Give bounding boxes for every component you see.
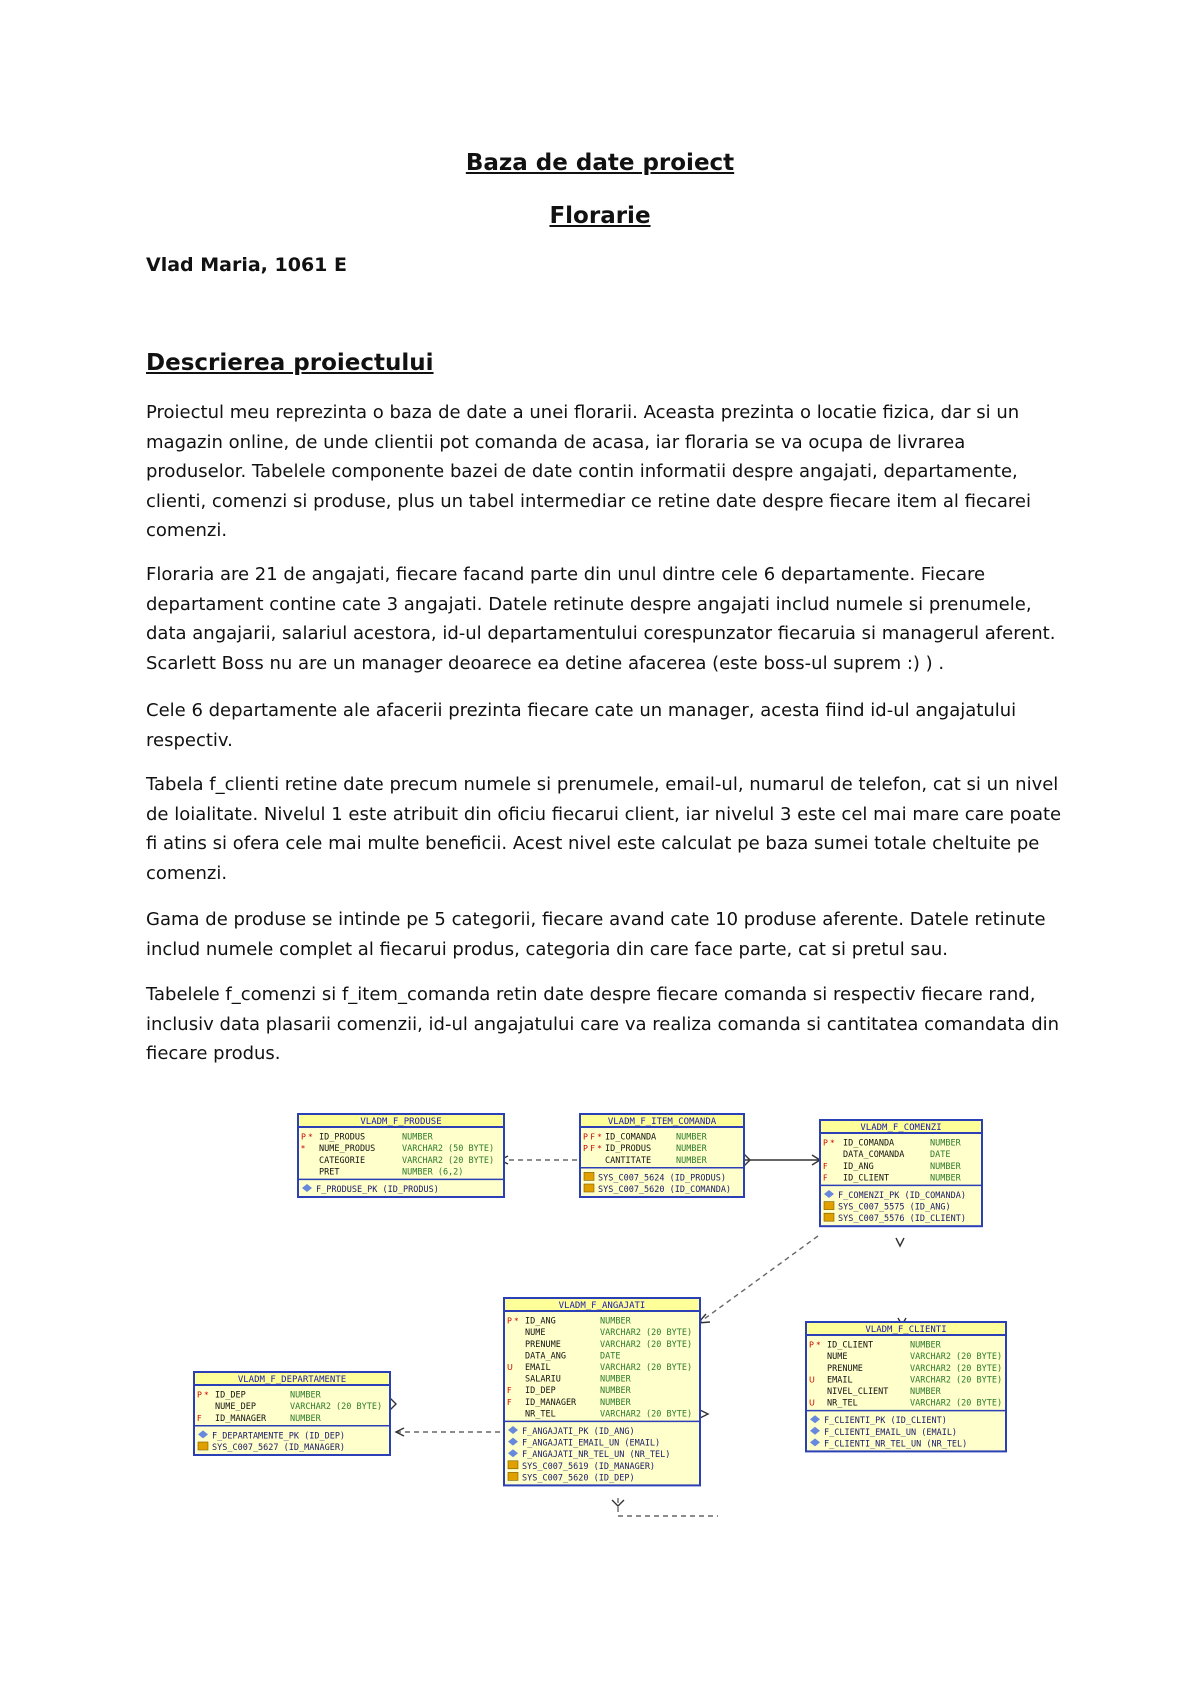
- foreign-key-icon: [508, 1472, 518, 1480]
- column-mark: P *: [197, 1390, 209, 1400]
- column-name: DATA_ANG: [525, 1351, 566, 1362]
- column-type: DATE: [930, 1150, 951, 1161]
- column-name: NUME_DEP: [215, 1402, 256, 1413]
- column-type: NUMBER: [402, 1132, 433, 1143]
- key-name: SYS_C007_5620 (ID_COMANDA): [598, 1185, 732, 1195]
- foreign-key-icon: [584, 1172, 594, 1180]
- table-name: VLADM_F_CLIENTI: [865, 1325, 947, 1335]
- document-title: Baza de date proiect: [465, 150, 735, 176]
- column-mark: F: [507, 1397, 512, 1407]
- rel-angajati-self-arrow: [700, 1410, 708, 1418]
- column-name: ID_CLIENT: [843, 1173, 890, 1184]
- column-type: VARCHAR2 (20 BYTE): [600, 1363, 693, 1373]
- foreign-key-icon: [584, 1184, 594, 1192]
- key-name: F_CLIENTI_NR_TEL_UN (NR_TEL): [824, 1439, 968, 1450]
- column-mark: F: [823, 1161, 828, 1171]
- paragraph-products: Gama de produse se intinde pe 5 categorii, fiecare avand cate 10 produse aferente. Datele retinute includ numele complet al fiecarui produs, categoria din care face parte, cat si pretul sau.: [146, 909, 1046, 960]
- column-name: PRENUME: [525, 1339, 561, 1350]
- foreign-key-icon: [508, 1461, 518, 1469]
- key-name: F_ANGAJATI_EMAIL_UN (EMAIL): [522, 1438, 661, 1449]
- column-name: ID_ANG: [525, 1316, 556, 1327]
- column-type: NUMBER: [930, 1173, 961, 1184]
- column-name: NR_TEL: [525, 1409, 556, 1420]
- column-name: ID_CLIENT: [827, 1340, 874, 1351]
- column-name: EMAIL: [525, 1363, 551, 1373]
- foreign-key-icon: [824, 1202, 834, 1210]
- column-type: NUMBER: [676, 1155, 707, 1166]
- column-name: NUME: [525, 1328, 546, 1339]
- column-type: VARCHAR2 (50 BYTE): [402, 1144, 495, 1155]
- column-name: PRET: [319, 1167, 340, 1178]
- column-name: DATA_COMANDA: [843, 1150, 905, 1161]
- table-name: VLADM_F_PRODUSE: [360, 1117, 442, 1127]
- key-name: F_CLIENTI_EMAIL_UN (EMAIL): [824, 1427, 958, 1438]
- column-type: VARCHAR2 (20 BYTE): [290, 1402, 383, 1413]
- column-mark: F: [507, 1386, 512, 1396]
- table-item_comanda: [580, 1114, 744, 1197]
- column-type: NUMBER: [676, 1144, 707, 1155]
- key-name: F_ANGAJATI_PK (ID_ANG): [522, 1427, 635, 1437]
- table-produse: [298, 1114, 504, 1197]
- column-type: VARCHAR2 (20 BYTE): [600, 1339, 693, 1350]
- column-name: CATEGORIE: [319, 1155, 366, 1166]
- column-mark: U: [507, 1363, 513, 1372]
- column-name: ID_MANAGER: [215, 1413, 267, 1424]
- rel-comenzi-clienti-crowfoot: [896, 1238, 904, 1246]
- foreign-key-icon: [824, 1213, 834, 1221]
- key-name: SYS_C007_5576 (ID_CLIENT): [838, 1214, 966, 1225]
- column-mark: P *: [823, 1138, 835, 1148]
- column-name: ID_COMANDA: [605, 1132, 657, 1143]
- column-mark: *: [301, 1144, 305, 1154]
- column-type: NUMBER: [290, 1390, 321, 1401]
- foreign-key-icon: [198, 1442, 208, 1450]
- column-type: VARCHAR2 (20 BYTE): [402, 1155, 495, 1166]
- key-name: F_COMENZI_PK (ID_COMANDA): [838, 1191, 966, 1201]
- key-name: F_CLIENTI_PK (ID_CLIENT): [824, 1416, 947, 1427]
- key-name: F_DEPARTAMENTE_PK (ID_DEP): [212, 1431, 346, 1442]
- rel-comenzi-angajati: [700, 1236, 818, 1322]
- column-name: ID_DEP: [215, 1390, 246, 1401]
- key-name: SYS_C007_5619 (ID_MANAGER): [522, 1461, 656, 1472]
- column-type: NUMBER: [910, 1340, 941, 1351]
- column-type: VARCHAR2 (20 BYTE): [910, 1352, 1003, 1363]
- column-name: ID_DEP: [525, 1386, 556, 1397]
- column-mark: P *: [809, 1340, 821, 1350]
- key-name: SYS_C007_5627 (ID_MANAGER): [212, 1443, 346, 1453]
- key-name: F_ANGAJATI_NR_TEL_UN (NR_TEL): [522, 1450, 671, 1461]
- column-type: NUMBER: [676, 1132, 707, 1143]
- column-name: NIVEL_CLIENT: [827, 1387, 889, 1397]
- paragraph-departments: Cele 6 departamente ale afacerii prezinta fiecare cate un manager, acesta fiind id-ul angajatului respectiv.: [146, 700, 1017, 751]
- table-clienti: [806, 1322, 1006, 1451]
- column-name: ID_PRODUS: [605, 1144, 652, 1155]
- rel-angajati-self: [618, 1498, 718, 1516]
- column-type: NUMBER: [290, 1413, 321, 1424]
- table-name: VLADM_F_COMENZI: [860, 1123, 942, 1133]
- section-heading: Descrierea proiectului: [146, 350, 434, 376]
- column-name: ID_ANG: [843, 1161, 874, 1172]
- column-name: ID_COMANDA: [843, 1138, 895, 1149]
- column-type: NUMBER: [930, 1138, 961, 1149]
- column-type: NUMBER: [600, 1397, 631, 1408]
- table-departamente: [194, 1372, 390, 1455]
- key-name: SYS_C007_5620 (ID_DEP): [522, 1473, 635, 1484]
- diagram-tables: [194, 1114, 1006, 1485]
- table-name: VLADM_F_ITEM_COMANDA: [607, 1117, 717, 1127]
- column-name: CANTITATE: [605, 1155, 652, 1166]
- paragraph-orders: Tabelele f_comenzi si f_item_comanda retin date despre fiecare comanda si respectiv fiecare rand, inclusiv data plasarii comenzii, id-ul angajatului care va realiza comanda si cantitatea comandata din fiecare produs.: [146, 984, 1060, 1065]
- table-comenzi: [820, 1120, 982, 1226]
- table-name: VLADM_F_DEPARTAMENTE: [237, 1375, 347, 1385]
- column-mark: P F *: [583, 1132, 602, 1142]
- column-mark: F: [823, 1173, 828, 1183]
- document-subtitle: Florarie: [549, 203, 651, 229]
- column-mark: P F *: [583, 1144, 602, 1154]
- column-name: PRENUME: [827, 1363, 863, 1374]
- column-type: DATE: [600, 1351, 621, 1362]
- key-name: SYS_C007_5575 (ID_ANG): [838, 1202, 951, 1213]
- column-type: NUMBER: [910, 1387, 941, 1397]
- table-name: VLADM_F_ANGAJATI: [558, 1301, 646, 1311]
- column-name: EMAIL: [827, 1375, 853, 1386]
- paragraph-employees: Floraria are 21 de angajati, fiecare facand parte din unul dintre cele 6 departamente. Fiecare departament contine cate 3 angajati. Datele retinute despre angajati includ numele si prenumele, data angajarii, salariul acestora, id-ul departamentului corespunzator fiecaruia si managerul aferent. Scarlett Boss nu are un manager deoarece ea detine afacerea (este boss-ul suprem :) ) .: [146, 564, 1056, 674]
- key-name: SYS_C007_5624 (ID_PRODUS): [598, 1173, 726, 1184]
- column-type: NUMBER: [600, 1316, 631, 1327]
- column-type: VARCHAR2 (20 BYTE): [910, 1363, 1003, 1374]
- column-name: NUME: [827, 1352, 848, 1363]
- column-mark: U: [809, 1398, 815, 1408]
- column-name: ID_MANAGER: [525, 1397, 577, 1408]
- column-type: VARCHAR2 (20 BYTE): [600, 1409, 693, 1420]
- column-type: NUMBER: [930, 1161, 961, 1172]
- key-name: F_PRODUSE_PK (ID_PRODUS): [316, 1185, 439, 1195]
- column-name: NUME_PRODUS: [319, 1144, 376, 1155]
- column-mark: P *: [301, 1132, 313, 1142]
- column-type: VARCHAR2 (20 BYTE): [910, 1398, 1003, 1409]
- column-mark: F: [197, 1413, 202, 1423]
- author-line: Vlad Maria, 1061 E: [146, 254, 347, 276]
- paragraph-intro: Proiectul meu reprezinta o baza de date a unei florarii. Aceasta prezinta o locatie fizica, dar si un magazin online, de unde clientii pot comanda de acasa, iar floraria se va ocupa de livrarea produselor. Tabelele componente bazei de date contin informatii despre angajati, departamente, clienti, comenzi si produse, plus un tabel intermediar ce retine date despre fiecare item al fiecarei comenzi.: [146, 402, 1031, 542]
- column-name: SALARIU: [525, 1374, 561, 1385]
- column-mark: P *: [507, 1316, 519, 1326]
- column-name: ID_PRODUS: [319, 1132, 366, 1143]
- column-type: NUMBER: [600, 1374, 631, 1385]
- column-name: NR_TEL: [827, 1398, 858, 1409]
- column-type: VARCHAR2 (20 BYTE): [910, 1375, 1003, 1386]
- column-mark: U: [809, 1375, 815, 1385]
- column-type: NUMBER: [600, 1386, 631, 1397]
- column-type: NUMBER (6,2): [402, 1167, 464, 1178]
- column-type: VARCHAR2 (20 BYTE): [600, 1328, 693, 1339]
- table-angajati: [504, 1298, 700, 1485]
- paragraph-clients: Tabela f_clienti retine date precum numele si prenumele, email-ul, numarul de telefon, cat si un nivel de loialitate. Nivelul 1 este atribuit din oficiu fiecarui client, iar nivelul 3 este cel mai mare care poate fi atins si ofera cele mai multe beneficii. Acest nivel este calculat pe baza sumei totale cheltuite pe comenzi.: [146, 774, 1062, 884]
